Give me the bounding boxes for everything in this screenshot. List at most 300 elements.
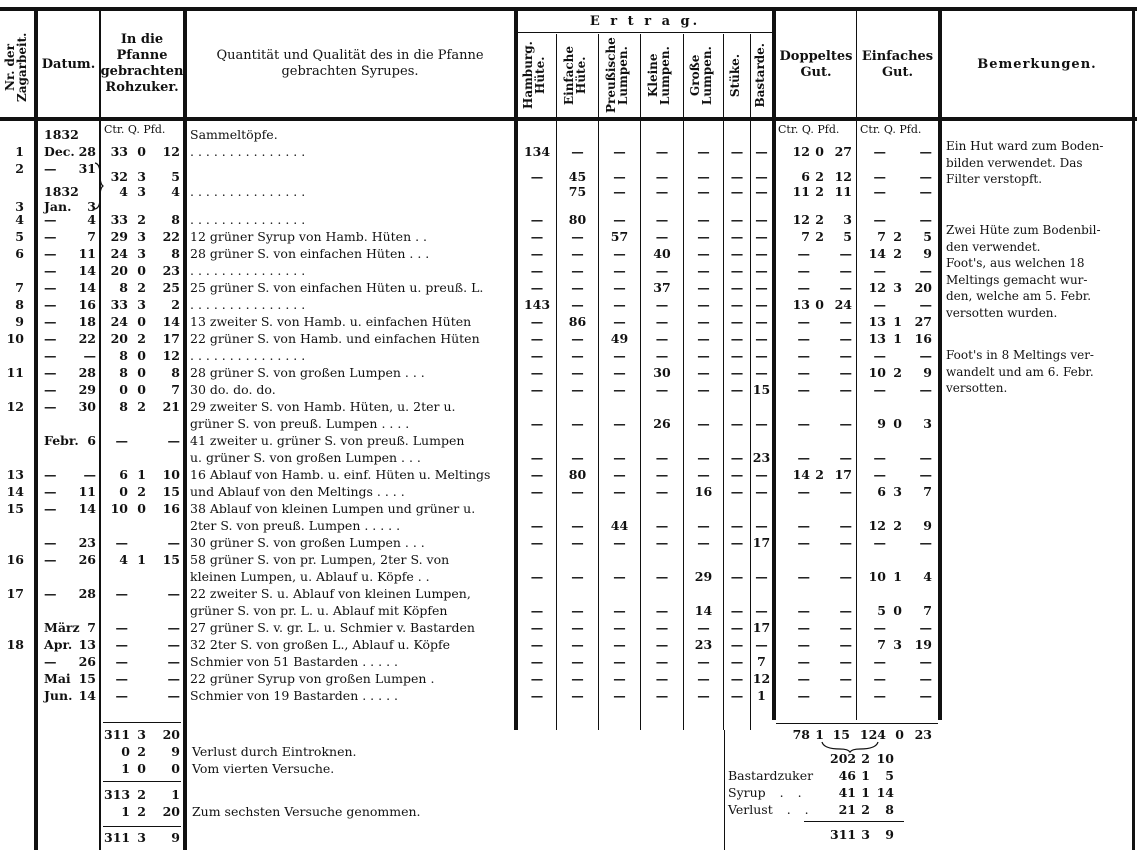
date-day: 7 xyxy=(87,620,96,635)
ertrag-4: — xyxy=(697,246,710,261)
einfaches-ctr xyxy=(860,551,886,568)
ertrag-5: — xyxy=(730,416,744,431)
ertrag-0: — xyxy=(530,246,544,261)
einfaches-q: 0 xyxy=(893,416,902,431)
ertrag-0: — xyxy=(530,365,544,380)
einfaches-q: 1 xyxy=(893,314,902,329)
doppeltes-pfd xyxy=(826,398,852,415)
doppeltes-pfd xyxy=(826,126,852,143)
ertrag-6 xyxy=(751,398,772,415)
doppeltes-ctr: — xyxy=(797,603,810,618)
doppeltes-ctr: 7 xyxy=(801,229,810,244)
ertrag-col-headers xyxy=(518,34,772,117)
brace-icon xyxy=(94,162,104,210)
ertrag-4: 23 xyxy=(694,637,713,652)
row-number xyxy=(0,126,24,143)
rohzuker-q xyxy=(132,602,146,619)
ertrag-4: 29 xyxy=(694,569,713,584)
ertrag-5 xyxy=(724,398,750,415)
syrup-description: und Ablauf von den Meltings . . . . xyxy=(190,484,405,499)
final-q: 3 xyxy=(861,827,870,842)
ertrag-3: — xyxy=(655,348,669,363)
doppeltes-q xyxy=(812,313,824,330)
date-day: — xyxy=(83,467,96,482)
einfaches-ctr: — xyxy=(873,169,886,184)
einfaches-q xyxy=(890,211,902,228)
ertrag-5: — xyxy=(730,518,744,533)
header-datum: Datum. xyxy=(41,56,96,72)
ertrag-2: — xyxy=(613,416,626,431)
ertrag-3: — xyxy=(655,484,669,499)
date-month: 1832 xyxy=(44,127,79,142)
ertrag-2: 44 xyxy=(610,518,629,533)
rohzuker-q xyxy=(132,126,146,143)
row-number xyxy=(0,415,24,432)
einfaches-q xyxy=(890,534,902,551)
row-number: 7 xyxy=(15,280,24,295)
date-month: — xyxy=(44,484,57,499)
summary-rule xyxy=(103,826,181,827)
ertrag-5: — xyxy=(730,603,744,618)
ertrag-1: — xyxy=(571,654,584,669)
doppeltes-pfd: — xyxy=(839,654,852,669)
rohzuker-q xyxy=(132,517,146,534)
syrup-description: grüner S. von pr. L. u. Ablauf mit Köpfen xyxy=(190,603,448,618)
summary-pfd: 20 xyxy=(162,804,180,819)
ertrag-3: — xyxy=(655,169,669,184)
doppeltes-q xyxy=(812,636,824,653)
ertrag-3 xyxy=(641,585,683,602)
ertrag-2: — xyxy=(613,246,626,261)
rohzuker-ctr: 32 xyxy=(110,169,128,184)
einfaches-pfd xyxy=(906,551,932,568)
ledger-row xyxy=(0,398,1137,415)
ertrag-6 xyxy=(751,551,772,568)
rohzuker-pfd xyxy=(152,126,180,143)
summary-pfd: 9 xyxy=(171,744,180,759)
doppeltes-ctr: — xyxy=(797,263,810,278)
summary-pfd: 20 xyxy=(162,727,180,742)
doppeltes-q xyxy=(812,432,824,449)
row-number xyxy=(0,449,24,466)
doppeltes-pfd: — xyxy=(839,348,852,363)
rohzuker-pfd xyxy=(152,415,180,432)
ertrag-1: — xyxy=(571,263,584,278)
einfaches-pfd: 27 xyxy=(914,314,932,329)
rohzuker-ctr: — xyxy=(115,535,128,550)
ledger-row xyxy=(0,483,1137,500)
row-number: 1 xyxy=(15,144,24,159)
ertrag-5: — xyxy=(730,637,744,652)
ertrag-0: — xyxy=(530,416,544,431)
ertrag-2: — xyxy=(613,212,626,227)
ledger-row xyxy=(0,534,1137,551)
ertrag-6: 17 xyxy=(752,535,771,550)
date-month: — xyxy=(44,654,57,669)
date-month: Febr. xyxy=(44,433,79,448)
ledger-row xyxy=(0,500,1137,517)
ertrag-0: — xyxy=(530,620,544,635)
einfaches-pfd: — xyxy=(919,184,932,199)
einfaches-q xyxy=(890,347,902,364)
date-month: — xyxy=(44,399,57,414)
ertrag-3: — xyxy=(655,297,669,312)
ertrag-0: — xyxy=(530,603,544,618)
einfaches-ctr xyxy=(860,500,886,517)
ertrag-1 xyxy=(557,398,598,415)
ertrag-3: — xyxy=(655,450,669,465)
date-day xyxy=(70,415,96,432)
ertrag-5: — xyxy=(730,314,744,329)
rohzuker-pfd: 21 xyxy=(162,399,180,414)
ertrag-5: — xyxy=(730,620,744,635)
ertrag-5: — xyxy=(730,671,744,686)
einfaches-q: 3 xyxy=(893,280,902,295)
ertrag-0: — xyxy=(530,569,544,584)
rohzuker-pfd: 14 xyxy=(162,314,180,329)
einfaches-q xyxy=(890,449,902,466)
ertrag-5: — xyxy=(730,212,744,227)
ertrag-1: — xyxy=(571,688,584,703)
date-day: 11 xyxy=(78,246,96,261)
rohzuker-q: 2 xyxy=(137,331,146,346)
rohzuker-pfd: 12 xyxy=(162,144,180,159)
date-month: — xyxy=(44,382,57,397)
ertrag-0: — xyxy=(530,467,544,482)
ertrag-0: — xyxy=(530,518,544,533)
ertrag-3: — xyxy=(655,637,669,652)
ertrag-1: — xyxy=(571,382,584,397)
summary-q: 2 xyxy=(137,787,146,802)
doppeltes-ctr: — xyxy=(797,416,810,431)
row-number: 14 xyxy=(6,484,24,499)
einfaches-ctr: — xyxy=(873,450,886,465)
ertrag-5: — xyxy=(730,280,744,295)
date-month: — xyxy=(44,161,57,176)
doppeltes-ctr: — xyxy=(797,671,810,686)
einfaches-pfd xyxy=(906,500,932,517)
ledger-row xyxy=(0,517,1137,534)
ertrag-1 xyxy=(557,126,598,143)
einfaches-q: 2 xyxy=(893,229,902,244)
ertrag-5: — xyxy=(730,263,744,278)
row-number: 8 xyxy=(15,297,24,312)
ertrag-4: — xyxy=(697,671,710,686)
date-day xyxy=(70,517,96,534)
ertrag-1: — xyxy=(571,348,584,363)
ertrag-4 xyxy=(684,585,723,602)
ledger-row xyxy=(0,653,1137,670)
einfaches-pfd: — xyxy=(919,382,932,397)
ertrag-6: — xyxy=(755,297,768,312)
units-einfaches: Ctr. Q. Pfd. xyxy=(860,123,922,136)
einfaches-q xyxy=(890,653,902,670)
ertrag-5: — xyxy=(730,365,744,380)
ertrag-1: — xyxy=(571,365,584,380)
einfaches-q: 1 xyxy=(893,569,902,584)
ertrag-3: — xyxy=(655,382,669,397)
einfaches-ctr xyxy=(860,432,886,449)
doppeltes-ctr: — xyxy=(797,637,810,652)
einfaches-pfd: 5 xyxy=(923,229,932,244)
ertrag-6: — xyxy=(755,144,768,159)
einfaches-q: 3 xyxy=(893,484,902,499)
ertrag-col-1: Einfache Hüte. xyxy=(561,45,588,106)
ertrag-5: — xyxy=(730,348,744,363)
doppeltes-q: 2 xyxy=(815,467,824,482)
ertrag-2 xyxy=(599,551,640,568)
ertrag-6: 7 xyxy=(757,654,766,669)
rohzuker-pfd: — xyxy=(167,620,180,635)
ertrag-5: — xyxy=(730,688,744,703)
doppeltes-pfd: — xyxy=(839,637,852,652)
einfaches-pfd: — xyxy=(919,263,932,278)
ertrag-6: — xyxy=(755,569,768,584)
ertrag-col-3: Kleine Lumpen. xyxy=(646,46,672,105)
date-day: 14 xyxy=(78,501,96,516)
ertrag-6 xyxy=(751,500,772,517)
date-month: — xyxy=(44,280,57,295)
ertrag-4: — xyxy=(697,229,710,244)
doppeltes-pfd: 27 xyxy=(834,144,852,159)
rohzuker-ctr: 4 xyxy=(119,552,128,567)
rohzuker-pfd: 8 xyxy=(171,246,180,261)
summary-q: 0 xyxy=(137,761,146,776)
einfaches-pfd: 16 xyxy=(914,331,932,346)
doppeltes-pfd: 12 xyxy=(834,169,852,184)
row-number xyxy=(0,653,24,670)
doppeltes-pfd xyxy=(826,432,852,449)
date-month: — xyxy=(44,552,57,567)
doppeltes-q xyxy=(812,500,824,517)
doppeltes-ctr: 12 xyxy=(792,212,810,227)
doppeltes-ctr: — xyxy=(797,246,810,261)
ledger-row xyxy=(0,449,1137,466)
ertrag-6: — xyxy=(755,280,768,295)
einfaches-pfd: — xyxy=(919,467,932,482)
ertrag-5: — xyxy=(730,467,744,482)
rohzuker-ctr xyxy=(104,568,128,585)
summary-row xyxy=(0,726,1137,743)
ertrag-3 xyxy=(641,500,683,517)
doppeltes-q xyxy=(812,279,824,296)
doppeltes-q xyxy=(812,347,824,364)
rohzuker-ctr: 6 xyxy=(119,467,128,482)
ertrag-3: — xyxy=(655,688,669,703)
date-month: Jun. xyxy=(44,688,73,703)
ertrag-3 xyxy=(641,432,683,449)
doppeltes-pfd: — xyxy=(839,535,852,550)
ertrag-1: — xyxy=(571,518,584,533)
doppeltes-q: 0 xyxy=(815,297,824,312)
einfaches-pfd xyxy=(906,585,932,602)
summary-ctr: 311 xyxy=(104,830,131,845)
rohzuker-ctr: 33 xyxy=(110,212,128,227)
einfaches-q xyxy=(890,143,902,160)
einfaches-pfd: 7 xyxy=(923,603,932,618)
einfaches-q xyxy=(890,687,902,704)
rohzuker-pfd: 23 xyxy=(162,263,180,278)
doppeltes-ctr: — xyxy=(797,450,810,465)
ertrag-4: — xyxy=(697,263,710,278)
row-number xyxy=(0,517,24,534)
ledger-row xyxy=(0,432,1137,449)
eg-ctr: 124 xyxy=(859,727,886,742)
ledger-row xyxy=(0,636,1137,653)
ertrag-2: — xyxy=(613,484,626,499)
einfaches-ctr: 6 xyxy=(877,484,886,499)
syrup-description: . . . . . . . . . . . . . . . xyxy=(190,184,306,199)
ertrag-4: — xyxy=(697,314,710,329)
date-day: 11 xyxy=(78,484,96,499)
date-month: — xyxy=(44,501,57,516)
doppeltes-q xyxy=(812,670,824,687)
ertrag-6: — xyxy=(755,365,768,380)
doppeltes-ctr: — xyxy=(797,688,810,703)
rohzuker-q: 3 xyxy=(137,297,146,312)
date-month: Mai xyxy=(44,671,71,686)
date-day: 7 xyxy=(87,229,96,244)
syrup-description: . . . . . . . . . . . . . . . xyxy=(190,263,306,278)
syrup-description: . . . . . . . . . . . . . . . xyxy=(190,348,306,363)
ertrag-5: — xyxy=(730,169,744,184)
doppeltes-pfd xyxy=(826,500,852,517)
row-number: 12 xyxy=(6,399,24,414)
doppeltes-pfd: 17 xyxy=(834,467,852,482)
summary-q: 2 xyxy=(137,804,146,819)
rohzuker-q: 2 xyxy=(137,212,146,227)
ertrag-col-2: Preußische Lumpen. xyxy=(603,37,630,114)
ertrag-1: 80 xyxy=(568,212,587,227)
rohzuker-ctr: 33 xyxy=(110,144,128,159)
ertrag-0: — xyxy=(530,263,544,278)
sy-q: 1 xyxy=(861,785,870,800)
ertrag-4: 16 xyxy=(694,484,713,499)
doppeltes-q xyxy=(812,483,824,500)
final-rule xyxy=(804,821,904,822)
ertrag-4: — xyxy=(697,169,710,184)
rohzuker-q: 1 xyxy=(137,467,146,482)
einfaches-pfd: 20 xyxy=(914,280,932,295)
doppeltes-pfd: 3 xyxy=(843,212,852,227)
ertrag-0: — xyxy=(530,535,544,550)
einfaches-ctr: 7 xyxy=(877,637,886,652)
ertrag-5: — xyxy=(730,144,744,159)
einfaches-ctr xyxy=(860,126,886,143)
date-month: Apr. xyxy=(44,637,73,652)
date-month: März xyxy=(44,620,80,635)
rohzuker-pfd: 17 xyxy=(162,331,180,346)
syrup-description: 29 zweiter S. von Hamb. Hüten, u. 2ter u. xyxy=(190,399,456,414)
row-number: 4 xyxy=(15,212,24,227)
doppeltes-q xyxy=(812,585,824,602)
rohzuker-q: 3 xyxy=(137,229,146,244)
ertrag-3: — xyxy=(655,263,669,278)
rohzuker-ctr: 20 xyxy=(110,331,128,346)
ertrag-3: — xyxy=(655,654,669,669)
ertrag-0: — xyxy=(530,169,544,184)
rohzuker-pfd: — xyxy=(167,433,180,448)
einfaches-ctr: 5 xyxy=(877,603,886,618)
doppeltes-ctr: — xyxy=(797,348,810,363)
ertrag-5: — xyxy=(730,297,744,312)
ertrag-4: — xyxy=(697,688,710,703)
ertrag-5 xyxy=(724,551,750,568)
ertrag-3: — xyxy=(655,212,669,227)
ertrag-2: — xyxy=(613,688,626,703)
header-bemerkungen: Bemerkungen. xyxy=(977,56,1097,72)
einfaches-ctr: — xyxy=(873,297,886,312)
ertrag-0: 143 xyxy=(523,297,551,312)
row-number: 13 xyxy=(6,467,24,482)
syrup-description: Sammeltöpfe. xyxy=(190,127,278,142)
ertrag-5: — xyxy=(730,535,744,550)
doppeltes-pfd: — xyxy=(839,280,852,295)
ertrag-1: — xyxy=(571,144,584,159)
einfaches-pfd: 9 xyxy=(923,518,932,533)
ertrag-5: — xyxy=(730,654,744,669)
doppeltes-q: 0 xyxy=(815,144,824,159)
rohzuker-pfd: — xyxy=(167,637,180,652)
einfaches-q: 3 xyxy=(893,637,902,652)
ertrag-6: — xyxy=(755,518,768,533)
ertrag-4: — xyxy=(697,416,710,431)
row-number: 9 xyxy=(15,314,24,329)
doppeltes-pfd: — xyxy=(839,688,852,703)
ertrag-2 xyxy=(599,500,640,517)
rohzuker-pfd xyxy=(152,602,180,619)
verlust-label: Verlust . . xyxy=(728,802,809,817)
syrup-description: 13 zweiter S. von Hamb. u. einfachen Hüten xyxy=(190,314,472,329)
ertrag-1: — xyxy=(571,280,584,295)
ertrag-5: — xyxy=(730,184,744,199)
date-day: 26 xyxy=(78,552,96,567)
einfaches-pfd: 4 xyxy=(923,569,932,584)
einfaches-ctr xyxy=(860,585,886,602)
ertrag-4: — xyxy=(697,144,710,159)
units-rohzuker: Ctr. Q. Pfd. xyxy=(104,123,166,136)
summary-q: 3 xyxy=(137,830,146,845)
syrup-description: 58 grüner S. von pr. Lumpen, 2ter S. von xyxy=(190,552,450,567)
rohzuker-q xyxy=(132,585,146,602)
rohzuker-q xyxy=(132,653,146,670)
summary-ctr: 1 xyxy=(121,761,130,776)
dg-q: 1 xyxy=(815,727,824,742)
rohzuker-pfd: — xyxy=(167,535,180,550)
date-month: — xyxy=(44,314,57,329)
header-syrup: Quantität und Qualität des in die Pfanne gebrachten Syrupes. xyxy=(216,48,484,79)
rohzuker-q xyxy=(132,415,146,432)
summary-label: Zum sechsten Versuche genommen. xyxy=(192,804,421,819)
rohzuker-pfd: — xyxy=(167,671,180,686)
einfaches-ctr: — xyxy=(873,654,886,669)
bz-pfd: 5 xyxy=(885,768,894,783)
ertrag-0: — xyxy=(530,450,544,465)
ertrag-0: — xyxy=(530,484,544,499)
date-month: Jan. xyxy=(44,199,72,214)
vl-ctr: 21 xyxy=(838,802,856,817)
final-ctr: 311 xyxy=(830,827,857,842)
ertrag-1: — xyxy=(571,535,584,550)
header-rohzuker: In die Pfanne gebrachten Rohzuker. xyxy=(100,32,184,95)
ertrag-5: — xyxy=(730,246,744,261)
rohzuker-ctr: 8 xyxy=(119,399,128,414)
ertrag-4: — xyxy=(697,620,710,635)
einfaches-pfd: 9 xyxy=(923,246,932,261)
ertrag-3: — xyxy=(655,184,669,199)
rohzuker-q xyxy=(132,636,146,653)
ertrag-3 xyxy=(641,551,683,568)
